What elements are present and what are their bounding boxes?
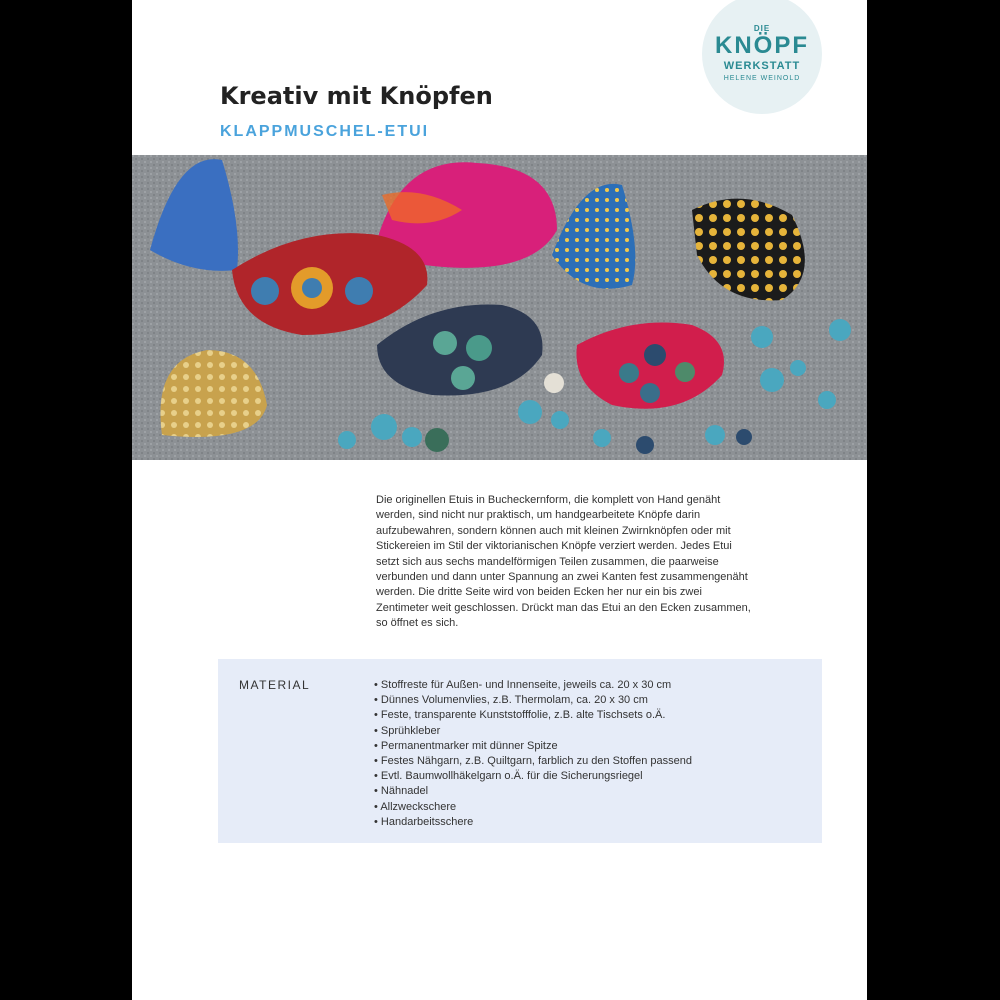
embroidery-right (345, 277, 373, 305)
page-title: Kreativ mit Knöpfen (220, 82, 493, 110)
list-item: • Permanentmarker mit dünner Spitze (374, 739, 692, 754)
logo-sub-text: WERKSTATT (723, 60, 801, 72)
list-item: • Nähnadel (374, 784, 692, 799)
list-item: • Feste, transparente Kunststofffolie, z.B. alte Tischsets o.Ä. (374, 708, 692, 723)
material-list (374, 678, 692, 830)
button-cases-photo (132, 155, 867, 460)
publisher-logo (702, 0, 822, 114)
material-heading: MATERIAL (239, 678, 311, 692)
list-item: • Festes Nähgarn, z.B. Quiltgarn, farblich zu den Stoffen passend (374, 754, 692, 769)
logo-author-text: HELENE WEINOLD (723, 75, 801, 82)
list-item: • Stoffreste für Außen- und Innenseite, jeweils ca. 20 x 30 cm (374, 678, 692, 693)
embroidery-left (251, 277, 279, 305)
logo-main-text: KNÖPF (715, 32, 809, 59)
document-page (132, 0, 867, 1000)
intro-paragraph: Die originellen Etuis in Bucheckernform, die komplett von Hand genäht werden, sind nicht nur praktisch, um handgearbeitete Knöpfe darin aufzubewahren, sondern können auch mit kleinen Zwirnknöpfen oder mit Stickereien im Stil der viktorianischen Knöpfe verziert werden. Jedes Etui setzt sich aus sechs mandelförmigen Teilen zusammen, die paarweise verbunden und dann unter Spannung an zwei Kanten fest zusammengenäht werden. Die dritte Seite wird von beiden Ecken her nur ein bis zwei Zentimeter weit geschlossen. Drückt man das Etui an den Ecken zusammen, so öffnet es sich. (376, 494, 751, 630)
material-box (218, 659, 822, 843)
list-item: • Sprühkleber (374, 724, 692, 739)
list-item: • Dünnes Volumenvlies, z.B. Thermolam, ca. 20 x 30 cm (374, 693, 692, 708)
list-item: • Allzweckschere (374, 800, 692, 815)
logo-top-text: DIE (753, 24, 771, 33)
list-item: • Evtl. Baumwollhäkelgarn o.Ä. für die Sicherungsriegel (374, 769, 692, 784)
page-subtitle: KLAPPMUSCHEL-ETUI (220, 123, 430, 140)
list-item: • Handarbeitsschere (374, 815, 692, 830)
